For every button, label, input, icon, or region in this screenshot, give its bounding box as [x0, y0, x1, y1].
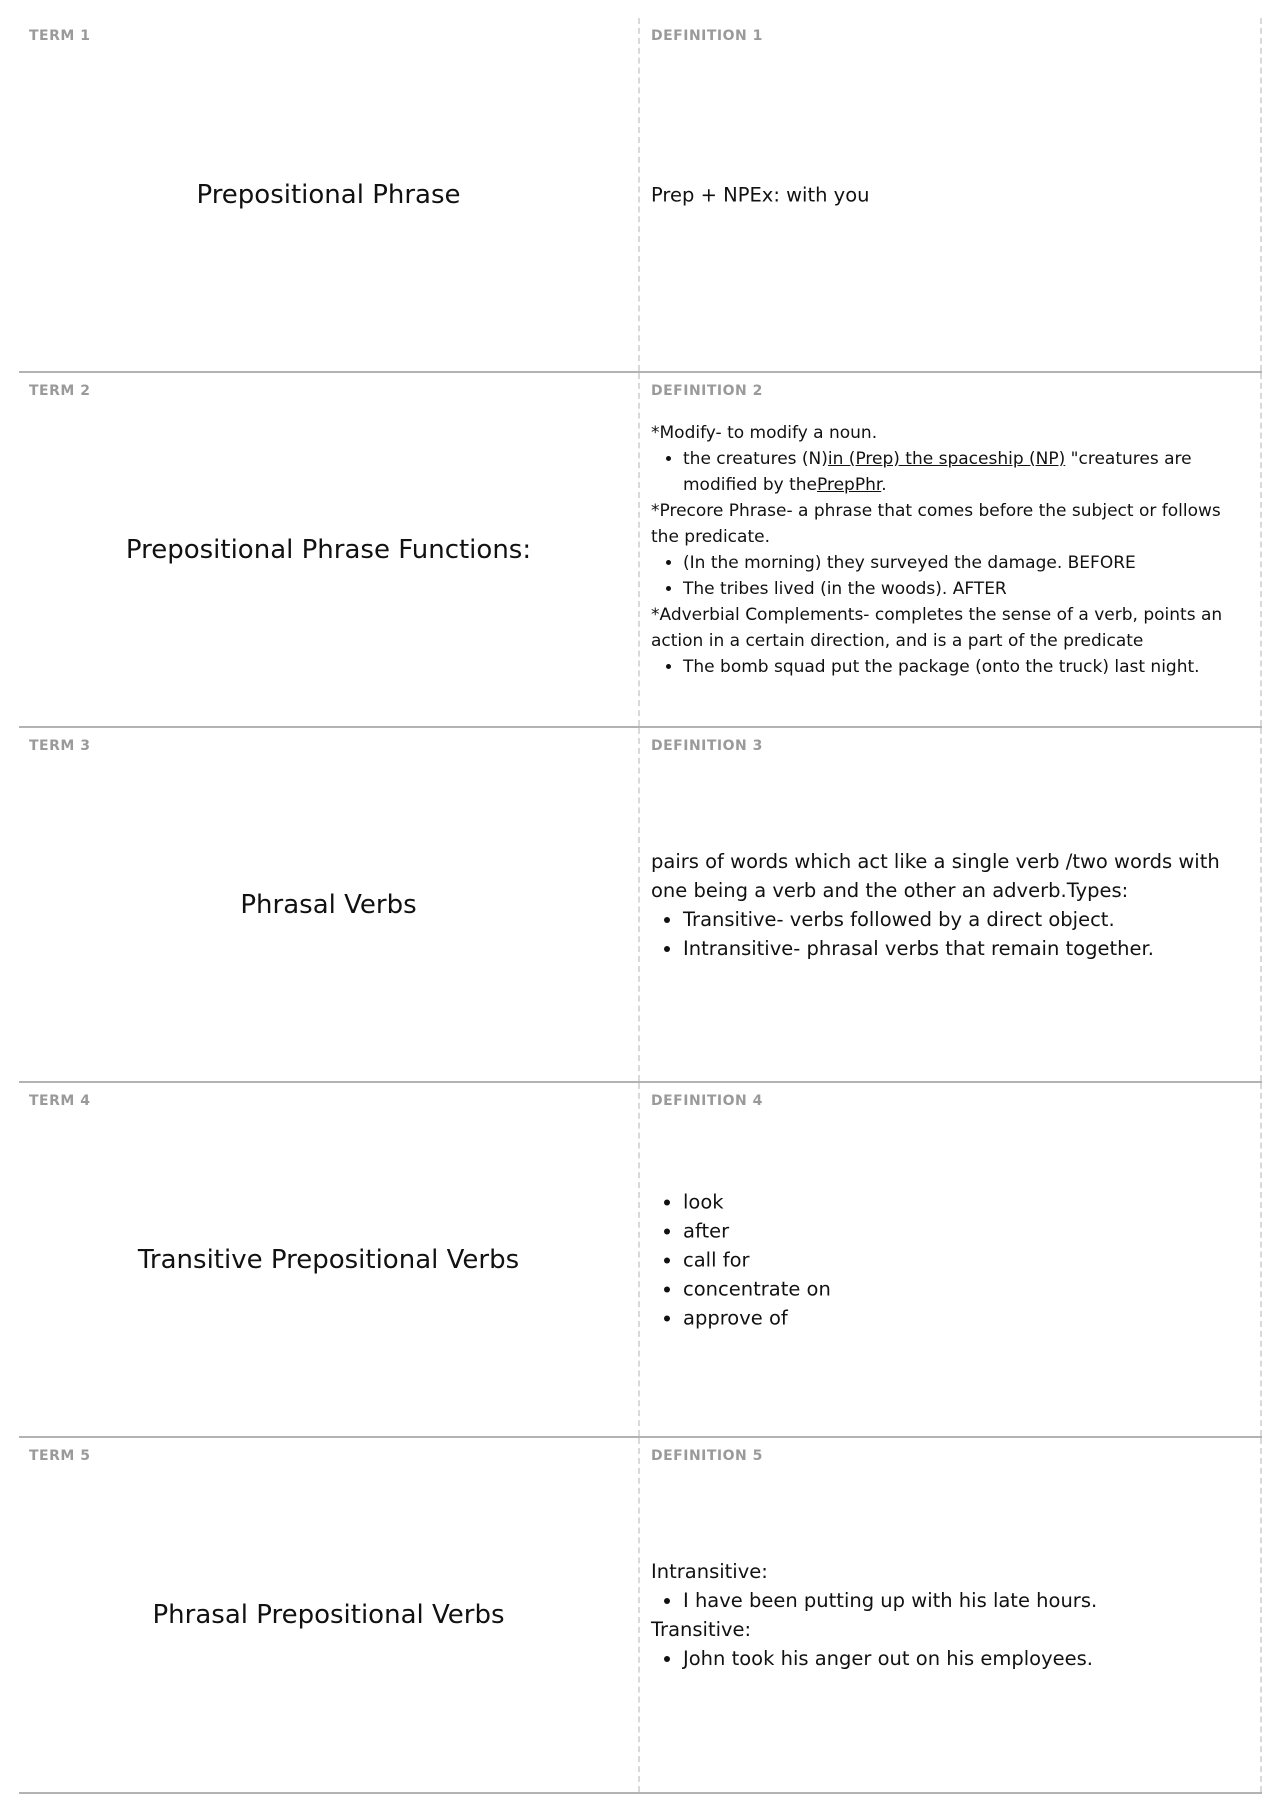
transitive-list	[651, 1644, 1250, 1673]
term-label: TERM 3	[29, 738, 91, 754]
list-item: • concentrate on	[683, 1274, 1250, 1303]
definition-text	[651, 420, 1250, 680]
card-row	[19, 1083, 1262, 1438]
list-item: • Intransitive- phrasal verbs that remain together.	[683, 934, 1250, 963]
intransitive-list	[651, 1586, 1250, 1615]
list-item: • John took his anger out on his employees.	[683, 1644, 1250, 1673]
flashcard-sheet	[19, 18, 1262, 1794]
card-row	[19, 1438, 1262, 1794]
underlined-phrase: in (Prep) the spaceship (NP)	[827, 448, 1066, 469]
term-cell	[19, 728, 640, 1081]
definition-label: DEFINITION 5	[651, 1448, 763, 1464]
definition-intro: pairs of words which act like a single verb /two words with one being a verb and the other an adverb.Types:	[651, 849, 1220, 902]
precore-heading: *Precore Phrase- a phrase that comes before the subject or follows the predicate.	[651, 500, 1221, 547]
list-item: • look	[683, 1187, 1250, 1216]
term-label: TERM 4	[29, 1093, 91, 1109]
definition-label: DEFINITION 3	[651, 738, 763, 754]
example-part: .	[881, 474, 887, 495]
list-item: • approve of	[683, 1303, 1250, 1332]
term-text: Phrasal Verbs	[240, 889, 417, 920]
card-row	[19, 373, 1262, 728]
definition-line: Prep + NPEx: with you	[651, 183, 870, 206]
definition-label: DEFINITION 2	[651, 383, 763, 399]
list-item: • call for	[683, 1245, 1250, 1274]
definition-list	[651, 1187, 1250, 1332]
list-item: • I have been putting up with his late hours.	[683, 1586, 1250, 1615]
list-item	[683, 446, 1250, 498]
underlined-term: PrepPhr	[817, 474, 882, 495]
adverbial-examples	[651, 654, 1250, 680]
example-part: "creatures are modified by the	[683, 448, 1192, 495]
term-text: Prepositional Phrase	[196, 179, 461, 210]
modify-heading: *Modify- to modify a noun.	[651, 422, 878, 443]
list-item: • The bomb squad put the package (onto the truck) last night.	[683, 654, 1250, 680]
term-text: Phrasal Prepositional Verbs	[152, 1600, 505, 1630]
term-label: TERM 2	[29, 383, 91, 399]
definition-text	[651, 1187, 1250, 1332]
list-item: • The tribes lived (in the woods). AFTER	[683, 576, 1250, 602]
term-cell	[19, 1438, 640, 1792]
definition-text	[651, 180, 1250, 209]
term-cell	[19, 373, 640, 726]
term-cell	[19, 18, 640, 371]
intransitive-heading: Intransitive:	[651, 1560, 768, 1583]
card-row	[19, 728, 1262, 1083]
modify-examples	[651, 446, 1250, 498]
definition-list	[651, 905, 1250, 963]
list-item: • (In the morning) they surveyed the damage. BEFORE	[683, 550, 1250, 576]
definition-label: DEFINITION 1	[651, 28, 763, 44]
adverbial-heading: *Adverbial Complements- completes the sense of a verb, points an action in a certain direction, and is a part of the predicate	[651, 604, 1223, 651]
card-row	[19, 18, 1262, 373]
definition-text	[651, 1557, 1250, 1673]
definition-cell	[640, 1438, 1262, 1792]
term-label: TERM 5	[29, 1448, 91, 1464]
definition-cell	[640, 373, 1262, 726]
definition-cell	[640, 728, 1262, 1081]
definition-text	[651, 847, 1250, 963]
term-text: Transitive Prepositional Verbs	[137, 1244, 520, 1275]
definition-cell	[640, 1083, 1262, 1436]
term-cell	[19, 1083, 640, 1436]
precore-examples	[651, 550, 1250, 602]
transitive-heading: Transitive:	[651, 1618, 752, 1641]
list-item: • after	[683, 1216, 1250, 1245]
list-item: • Transitive- verbs followed by a direct object.	[683, 905, 1250, 934]
definition-cell	[640, 18, 1262, 371]
definition-label: DEFINITION 4	[651, 1093, 763, 1109]
term-label: TERM 1	[29, 28, 91, 44]
example-part: the creatures (N)	[683, 448, 828, 469]
term-text: Prepositional Phrase Functions:	[125, 534, 532, 565]
